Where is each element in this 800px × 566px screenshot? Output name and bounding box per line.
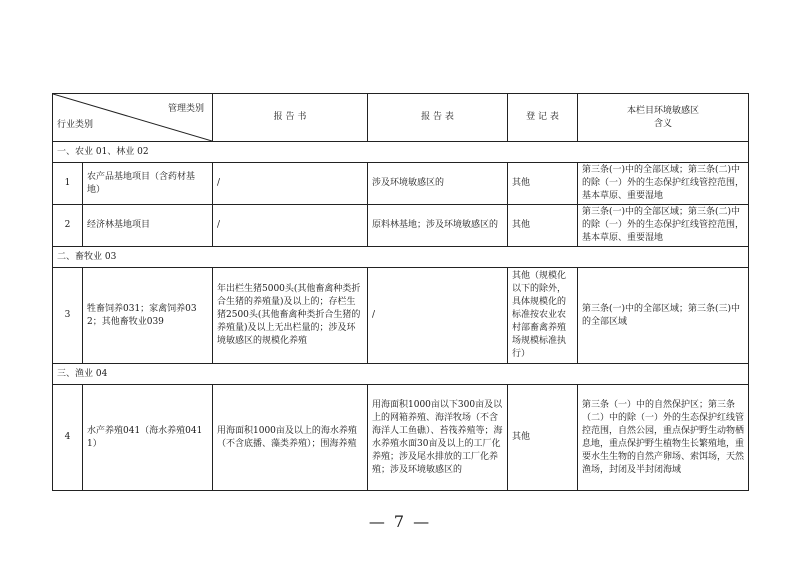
register-cell: 其他 xyxy=(508,385,578,491)
table-row xyxy=(53,205,749,247)
meaning-header-line1: 本栏目环境敏感区 xyxy=(626,105,699,116)
register-cell: 其他 xyxy=(508,163,578,205)
diagonal-header-cell xyxy=(53,94,213,142)
meaning-cell: 第三条(一)中的全部区域；第三条(二)中的除（一）外的生态保护红线管控范围，基本草原、重要湿地 xyxy=(578,205,749,247)
meaning-cell: 第三条(一)中的全部区域；第三条(二)中的除（一）外的生态保护红线管控范围，基本草原、重要湿地 xyxy=(578,163,749,205)
table-row xyxy=(53,268,749,364)
industry-category-label: 行业类别 xyxy=(57,120,94,130)
row-number: 1 xyxy=(53,163,83,205)
section-row xyxy=(53,364,749,385)
report-form-cell: 原料林基地；涉及环境敏感区的 xyxy=(368,205,508,247)
page-number: — 7 — xyxy=(368,512,432,531)
section-title: 三、渔业 04 xyxy=(53,364,749,385)
section-row xyxy=(53,247,749,268)
row-number: 2 xyxy=(53,205,83,247)
row-number: 3 xyxy=(53,268,83,364)
industry-cell: 农产品基地项目（含药材基地） xyxy=(83,163,213,205)
meaning-header-line2: 含义 xyxy=(653,118,672,129)
industry-cell: 牲畜饲养031；家禽饲养032；其他畜牧业039 xyxy=(83,268,213,364)
report-book-cell: / xyxy=(213,205,368,247)
report-form-cell: 涉及环境敏感区的 xyxy=(368,163,508,205)
table-row xyxy=(53,385,749,491)
management-category-label: 管理类别 xyxy=(167,104,204,114)
column-header-report-book: 报 告 书 xyxy=(213,94,368,142)
report-book-cell: 年出栏生猪5000头(其他畜禽种类折合生猪的养殖量)及以上的；存栏生猪2500头(其他畜禽种类折合生猪的养殖量)及以上无出栏量的；涉及环境敏感区的规模化养殖 xyxy=(213,268,368,364)
industry-cell: 经济林基地项目 xyxy=(83,205,213,247)
report-form-cell: / xyxy=(368,268,508,364)
classification-table xyxy=(52,93,749,491)
meaning-cell: 第三条（一）中的自然保护区；第三条（二）中的除（一）外的生态保护红线管控范围，自然公园，重点保护野生动物栖息地，重点保护野生植物生长繁殖地，重要水生生物的自然产卵场、索饵场，天然渔场，封闭及半封闭海域 xyxy=(578,385,749,491)
row-number: 4 xyxy=(53,385,83,491)
column-header-register: 登 记 表 xyxy=(508,94,578,142)
register-cell: 其他（规模化以下的除外，具体规模化的标准按农业农村部畜禽养殖场规模标准执行） xyxy=(508,268,578,364)
section-title: 一、农业 01、林业 02 xyxy=(53,142,749,163)
table-row xyxy=(53,163,749,205)
report-form-cell: 用海面积1000亩以下300亩及以上的网箱养殖、海洋牧场（不含海洋人工鱼礁）、苔筏养殖等；海水养殖水面30亩及以上的工厂化养殖；涉及尾水排放的工厂化养殖；涉及环境敏感区的 xyxy=(368,385,508,491)
register-cell: 其他 xyxy=(508,205,578,247)
column-header-report-form: 报 告 表 xyxy=(368,94,508,142)
table-header-row xyxy=(53,94,749,142)
section-row xyxy=(53,142,749,163)
column-header-meaning xyxy=(578,94,749,142)
diagonal-divider xyxy=(53,94,212,141)
report-book-cell: 用海面积1000亩及以上的海水养殖（不含底播、藻类养殖）；围海养殖 xyxy=(213,385,368,491)
meaning-cell: 第三条(一)中的全部区域；第三条(三)中的全部区域 xyxy=(578,268,749,364)
section-title: 二、畜牧业 03 xyxy=(53,247,749,268)
report-book-cell: / xyxy=(213,163,368,205)
industry-cell: 水产养殖041（海水养殖0411） xyxy=(83,385,213,491)
